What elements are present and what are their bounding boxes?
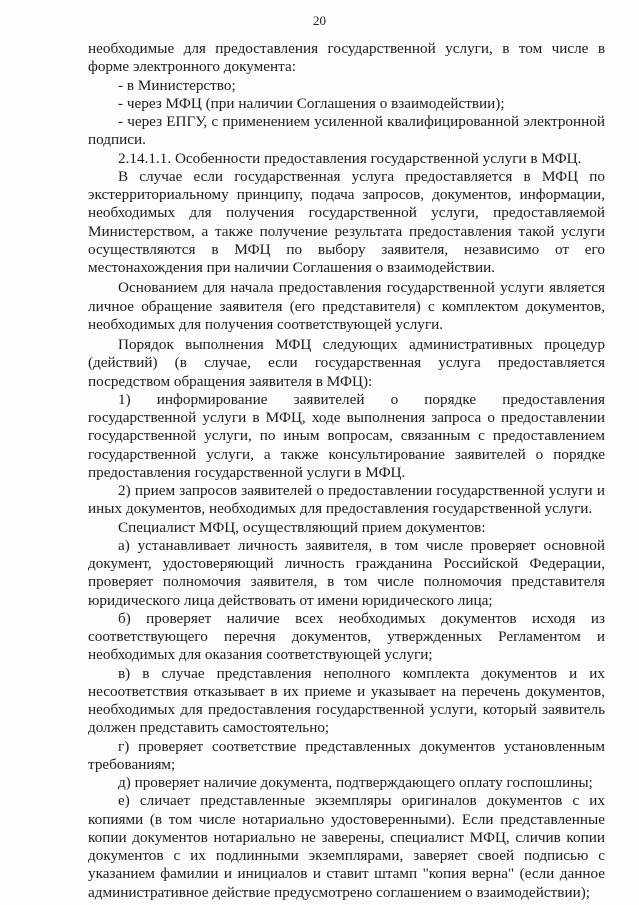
list-item-v: в) в случае представления неполного комплекта документов и их несоответствия отказывает в их приеме и указывает на перечень документов, необходимых для предоставления государственной услуги, который заявитель должен представить самостоятельно; [88, 664, 605, 737]
list-item-g: г) проверяет соответствие представленных документов установленным требованиям; [88, 737, 605, 773]
page-number: 20 [313, 13, 326, 28]
paragraph-basis: Основанием для начала предоставления государственной услуги является личное обращение заявителя (его представителя) с комплектом документов, необходимых для получения соответствующей услуги. [88, 279, 605, 333]
paragraph-specialist: Специалист МФЦ, осуществляющий прием документов: [118, 518, 486, 536]
paragraph-intro: необходимые для предоставления государственной услуги, в том числе в форме электронного документа: [88, 40, 605, 76]
document-body [88, 40, 605, 902]
list-item-a: а) устанавливает личность заявителя, в том числе проверяет основной документ, удостоверяющий личность гражданина Российской Федерации, проверяет полномочия заявителя, в том числе полномочия представителя юридического лица действовать от имени юридического лица; [88, 536, 605, 609]
list-item-ministry: - в Министерство; [118, 76, 236, 94]
list-item-d: д) проверяет наличие документа, подтверждающего оплату госпошлины; [118, 774, 593, 791]
list-item-b: б) проверяет наличие всех необходимых документов исходя из соответствующего перечня документов, утвержденных Регламентом и необходимых для оказания соответствующей услуги; [88, 609, 605, 664]
paragraph-procedure: Порядок выполнения МФЦ следующих административных процедур (действий) (в случае, если государственная услуга предоставляется посредством обращения заявителя в МФЦ): [88, 336, 605, 390]
list-item-e: е) сличает представленные экземпляры оригиналов документов с их копиями (в том числе нотариально удостоверенными). Если представленные копии документов нотариально не заверены, специалист МФЦ, сличив копии документов с их подлинными экземплярами, заверяет своей подписью с указанием фамилии и инициалов и ставит штамп "копия верна" (если данное административное действие предусмотрено соглашением о взаимодействии); [88, 792, 605, 901]
list-item-epgu: - через ЕПГУ, с применением усиленной квалифицированной электронной подписи. [88, 113, 605, 149]
list-item-2: 2) прием запросов заявителей о предоставлении государственной услуги и иных документов, необходимых для предоставления государственной услуги. [88, 482, 605, 518]
list-item-1: 1) информирование заявителей о порядке предоставления государственной услуги в МФЦ, ходе выполнения запроса о предоставлении государственной услуги, по иным вопросам, связанным с предоставлением государственной услуги, а также консультирование заявителей о порядке предоставления государственной услуги в МФЦ. [88, 390, 605, 481]
list-item-mfc: - через МФЦ (при наличии Соглашения о взаимодействии); [118, 94, 505, 112]
paragraph-exterritorial: В случае если государственная услуга предоставляется в МФЦ по экстерриториальному принципу, подача запросов, документов, информации, необходимых для получения государственной услуги, предоставляемой Министерством, а также получение результата предоставления такой услуги осуществляются в МФЦ по выбору заявителя, независимо от его местонахождения при наличии Соглашения о взаимодействии. [88, 167, 605, 276]
section-heading: 2.14.1.1. Особенности предоставления государственной услуги в МФЦ. [118, 149, 582, 167]
